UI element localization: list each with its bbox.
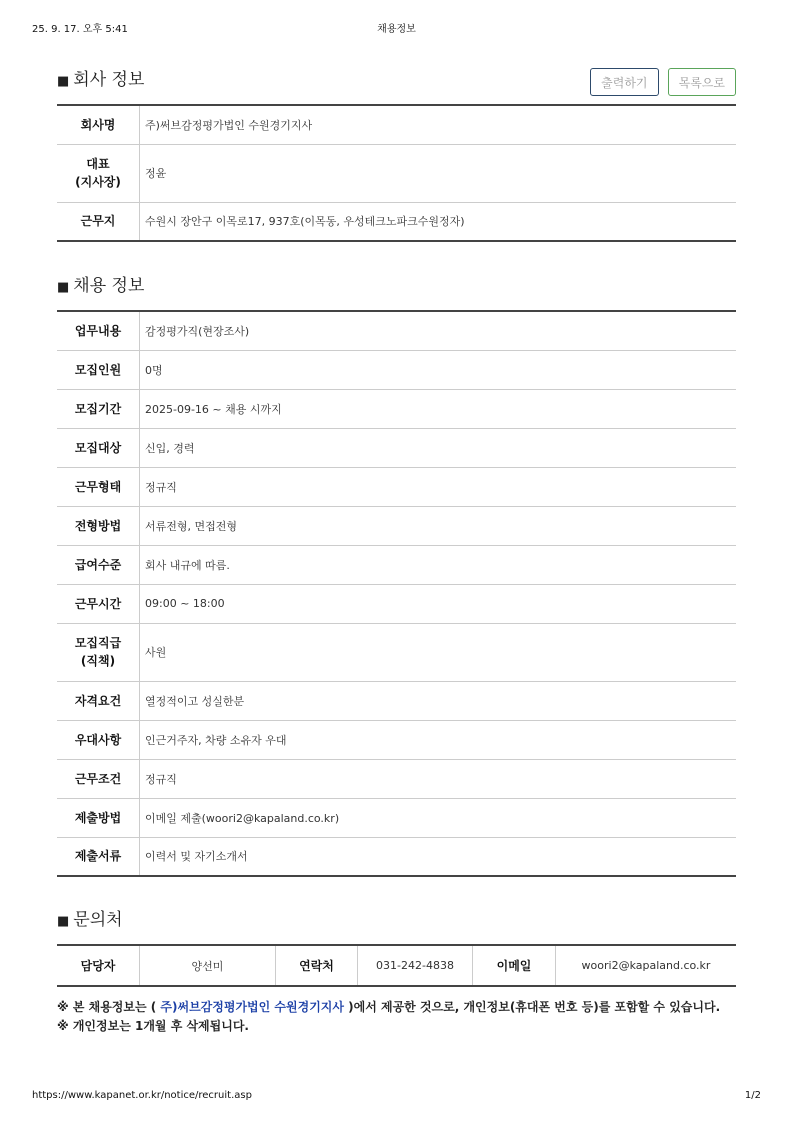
field-value: 감정평가직(현장조사) <box>140 311 737 350</box>
contact-table <box>57 944 736 987</box>
table-row <box>57 545 736 584</box>
table-row <box>57 720 736 759</box>
privacy-notice <box>57 998 736 1036</box>
print-date: 25. 9. 17. 오후 5:41 <box>32 24 128 35</box>
notice-line-1 <box>57 998 736 1017</box>
notice-suffix: )에서 제공한 것으로, 개인정보(휴대폰 번호 등)를 포함할 수 있습니다. <box>343 1000 721 1014</box>
field-label: 전형방법 <box>57 506 140 545</box>
field-label: 모집기간 <box>57 389 140 428</box>
table-row <box>57 467 736 506</box>
contact-section-title-text: 문의처 <box>73 910 123 930</box>
field-value: 정규직 <box>140 759 737 798</box>
field-label: 업무내용 <box>57 311 140 350</box>
page-number: 1/2 <box>744 1090 761 1101</box>
field-label: 급여수준 <box>57 545 140 584</box>
table-row <box>57 389 736 428</box>
recruit-section-title <box>57 271 144 296</box>
table-row <box>57 506 736 545</box>
manager-value: 양선미 <box>140 945 276 986</box>
field-value: 0명 <box>140 350 737 389</box>
field-label: 회사명 <box>57 105 140 144</box>
table-row <box>57 837 736 876</box>
print-url: https://www.kapanet.or.kr/notice/recruit.asp <box>32 1090 252 1101</box>
print-title: 채용정보 <box>377 24 416 35</box>
field-value: 사원 <box>140 623 737 681</box>
notice-line-2: ※ 개인정보는 1개월 후 삭제됩니다. <box>57 1019 249 1033</box>
field-label-line1: 대표 <box>86 157 110 171</box>
square-bullet-icon: ■ <box>57 74 70 89</box>
action-buttons <box>586 68 736 96</box>
field-label: 근무시간 <box>57 584 140 623</box>
company-info-table <box>57 104 736 242</box>
table-row <box>57 759 736 798</box>
recruit-section-title-text: 채용 정보 <box>73 276 145 296</box>
notice-prefix: ※ 본 채용정보는 ( <box>57 1000 161 1014</box>
recruit-content <box>57 60 736 1036</box>
field-value: 09:00 ~ 18:00 <box>140 584 737 623</box>
recruit-section-header <box>57 266 736 310</box>
table-row <box>57 945 736 986</box>
email-label: 이메일 <box>473 945 556 986</box>
phone-value: 031-242-4838 <box>358 945 473 986</box>
company-section-title <box>57 65 144 90</box>
table-row <box>57 428 736 467</box>
square-bullet-icon: ■ <box>57 280 70 295</box>
contact-section-header <box>57 900 736 944</box>
field-label: 근무형태 <box>57 467 140 506</box>
field-label: 우대사항 <box>57 720 140 759</box>
field-label: 자격요건 <box>57 681 140 720</box>
contact-section-title <box>57 905 123 930</box>
manager-label: 담당자 <box>57 945 140 986</box>
field-label: 모집인원 <box>57 350 140 389</box>
back-to-list-button[interactable]: 목록으로 <box>668 68 736 96</box>
print-button[interactable]: 출력하기 <box>590 68 658 96</box>
field-value: 회사 내규에 따름. <box>140 545 737 584</box>
field-value: 인근거주자, 차량 소유자 우대 <box>140 720 737 759</box>
company-section-header <box>57 60 736 104</box>
field-value: 주)써브감정평가법인 수원경기지사 <box>140 105 737 144</box>
table-row <box>57 584 736 623</box>
table-row <box>57 311 736 350</box>
recruit-info-table <box>57 310 736 877</box>
field-label <box>57 144 140 202</box>
field-label: 근무조건 <box>57 759 140 798</box>
table-row <box>57 350 736 389</box>
table-row <box>57 202 736 241</box>
field-value: 신입, 경력 <box>140 428 737 467</box>
field-label <box>57 623 140 681</box>
email-value: woori2@kapaland.co.kr <box>581 959 711 972</box>
table-row <box>57 105 736 144</box>
print-header <box>32 20 761 36</box>
field-value: 이메일 제출(woori2@kapaland.co.kr) <box>140 798 737 837</box>
field-label-line2: (지사장) <box>75 175 121 189</box>
field-label: 모집대상 <box>57 428 140 467</box>
field-value: 정규직 <box>140 467 737 506</box>
field-value: 2025-09-16 ~ 채용 시까지 <box>140 389 737 428</box>
field-label: 근무지 <box>57 202 140 241</box>
table-row <box>57 798 736 837</box>
phone-label: 연락처 <box>276 945 358 986</box>
field-label-line1: 모집직급 <box>74 636 122 650</box>
table-row <box>57 144 736 202</box>
field-value: 정윤 <box>140 144 737 202</box>
square-bullet-icon: ■ <box>57 914 70 929</box>
company-section-title-text: 회사 정보 <box>73 70 145 90</box>
field-label: 제출방법 <box>57 798 140 837</box>
table-row <box>57 681 736 720</box>
table-row <box>57 623 736 681</box>
field-label: 제출서류 <box>57 837 140 876</box>
field-value: 서류전형, 면접전형 <box>140 506 737 545</box>
field-value: 이력서 및 자기소개서 <box>145 850 248 864</box>
field-value: 열정적이고 성실한분 <box>140 681 737 720</box>
field-label-line2: (직책) <box>80 654 116 668</box>
notice-company: 주)써브감정평가법인 수원경기지사 <box>160 1000 344 1014</box>
field-value: 수원시 장안구 이목로17, 937호(이목동, 우성테크노파크수원정자) <box>145 215 465 229</box>
